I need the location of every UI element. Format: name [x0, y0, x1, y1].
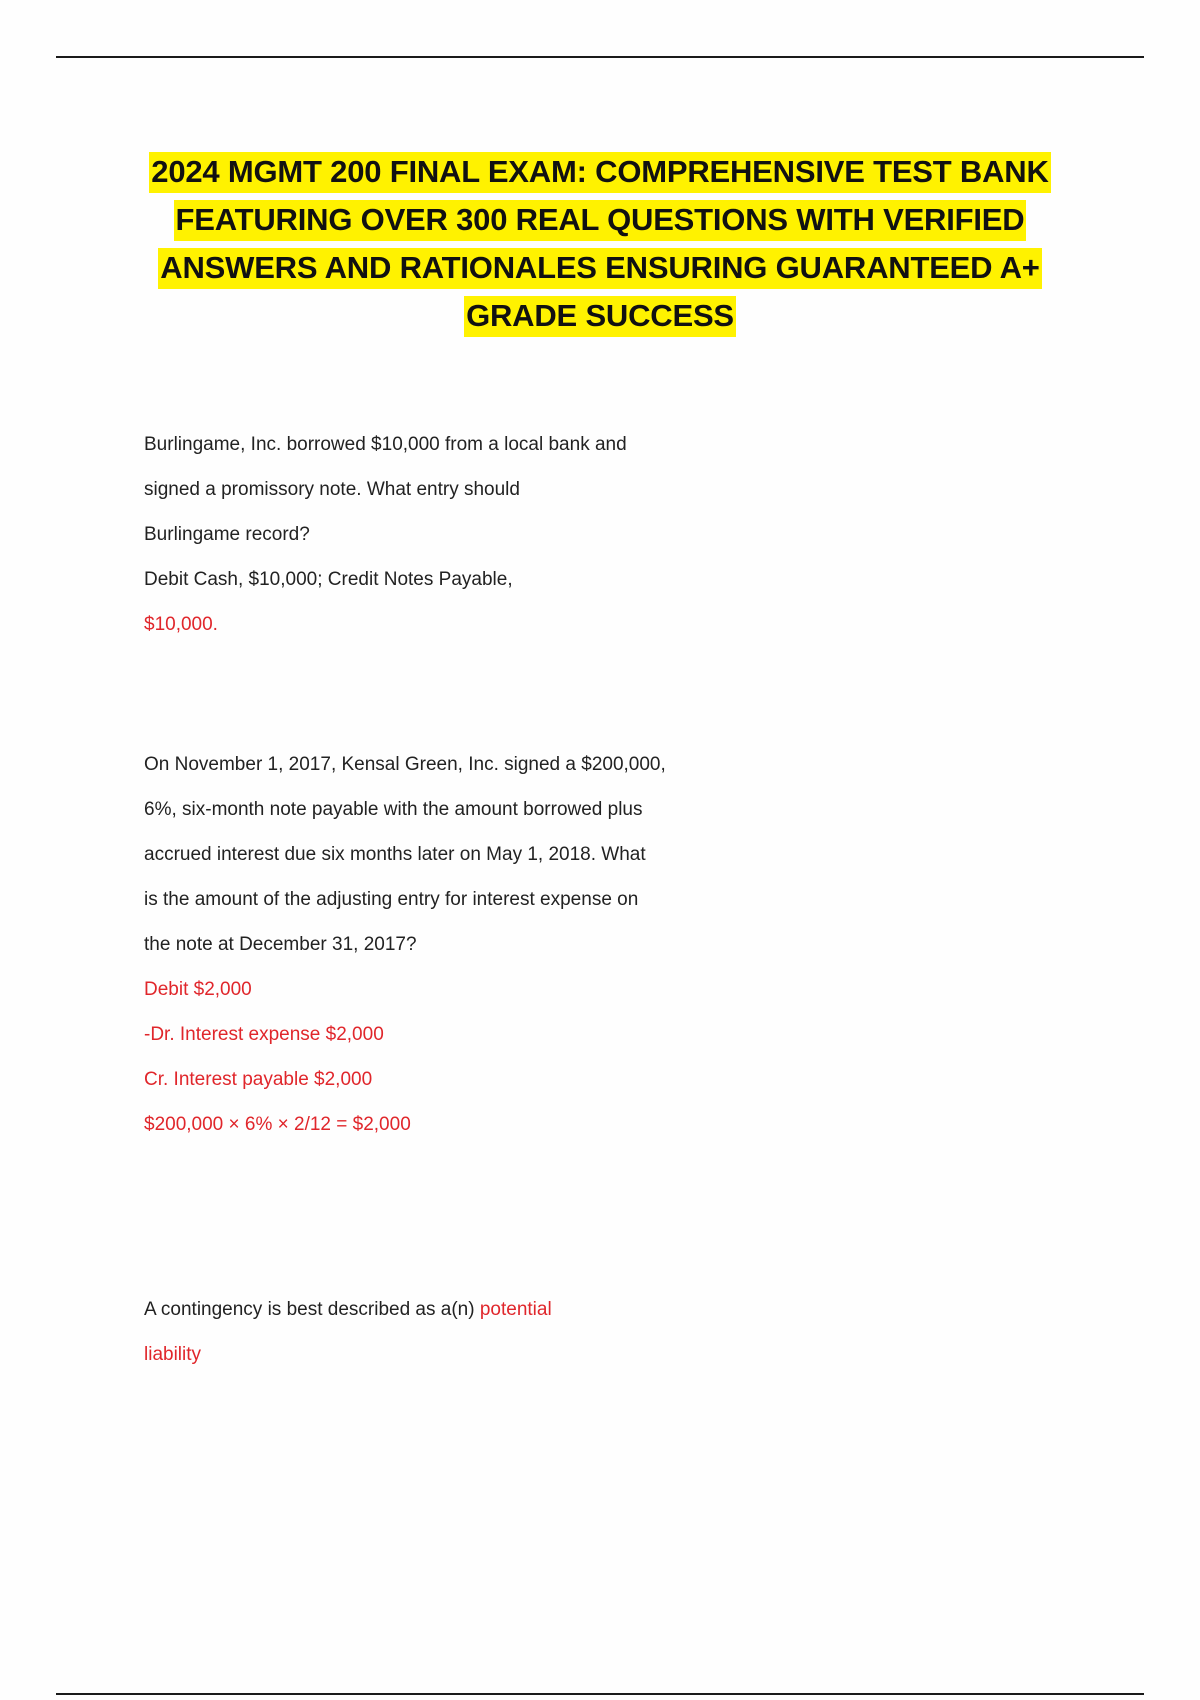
document-title: [140, 148, 1060, 340]
question-block-3: [144, 1287, 552, 1377]
title-line: GRADE SUCCESS: [464, 296, 736, 337]
question-text-line: [144, 1287, 552, 1332]
top-rule: [56, 56, 1144, 58]
question-text-line: is the amount of the adjusting entry for interest expense on: [144, 889, 639, 910]
question-text-line: Burlingame record?: [144, 524, 310, 545]
title-line: FEATURING OVER 300 REAL QUESTIONS WITH VERIFIED: [174, 200, 1027, 241]
answer-text-line: -Dr. Interest expense $2,000: [144, 1024, 384, 1045]
question-text-line: Debit Cash, $10,000; Credit Notes Payable,: [144, 569, 513, 590]
answer-inline: potential: [479, 1299, 552, 1320]
answer-text-line: Cr. Interest payable $2,000: [144, 1069, 373, 1090]
title-line: ANSWERS AND RATIONALES ENSURING GUARANTEED A+: [158, 248, 1041, 289]
question-text-line: On November 1, 2017, Kensal Green, Inc. signed a $200,000,: [144, 754, 666, 775]
question-text-line: the note at December 31, 2017?: [144, 934, 417, 955]
question-text-line: accrued interest due six months later on May 1, 2018. What: [144, 844, 646, 865]
question-block-1: [144, 422, 627, 647]
bottom-rule: [56, 1693, 1144, 1695]
answer-text-line: Debit $2,000: [144, 979, 252, 1000]
question-text-line: signed a promissory note. What entry should: [144, 479, 520, 500]
title-line: 2024 MGMT 200 FINAL EXAM: COMPREHENSIVE TEST BANK: [149, 152, 1050, 193]
question-text-line: Burlingame, Inc. borrowed $10,000 from a local bank and: [144, 434, 627, 455]
question-text-line: 6%, six-month note payable with the amount borrowed plus: [144, 799, 643, 820]
answer-text-line: liability: [144, 1344, 202, 1365]
answer-text-line: $200,000 × 6% × 2/12 = $2,000: [144, 1114, 411, 1135]
answer-text-line: $10,000.: [144, 614, 218, 635]
question-block-2: [144, 742, 666, 1147]
question-prefix: A contingency is best described as a(n): [144, 1299, 480, 1320]
